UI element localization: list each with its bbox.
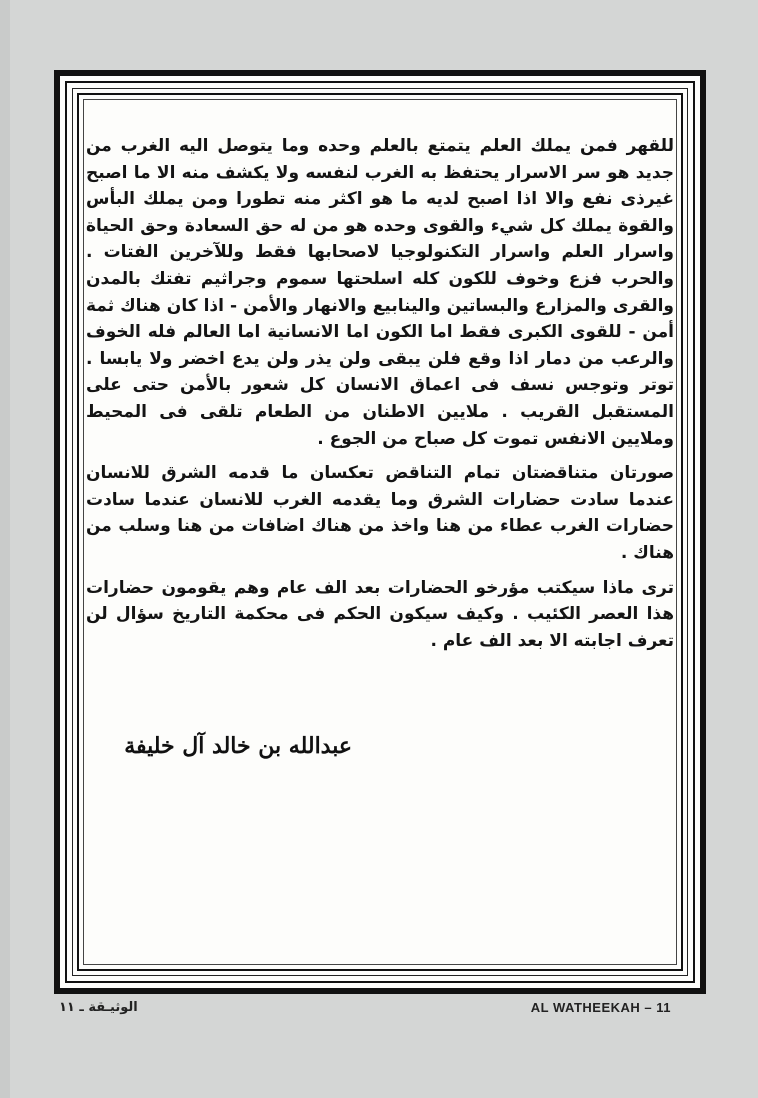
author-signature: عبدالله بن خالد آل خليفة: [124, 733, 352, 759]
page-edge: [0, 0, 10, 1098]
footer-arabic-page-label: الوثيـقة ـ ١١: [59, 1000, 138, 1015]
article-body: [86, 133, 674, 654]
paragraph: ترى ماذا سيكتب مؤرخو الحضارات بعد الف عام وهم يقومون حضارات هذا العصر الكئيب . وكيف سيكون الحكم فى محكمة التاريخ سؤال لن تعرف اجابته الا بعد الف عام .: [86, 577, 674, 651]
paragraph: صورتان متناقضتان تمام التناقض تعكسان ما قدمه الشرق للانسان عندما سادت حضارات الشرق وما يقدمه الغرب للانسان عندما سادت حضارات الغرب عطاء من هنا واخذ من هناك اضافات من هنا وسلب من هناك .: [86, 463, 674, 563]
footer-latin-page-label: AL WATHEEKAH – 11: [530, 1000, 671, 1015]
paragraph: للقهر فمن يملك العلم يتمتع بالعلم وحده وما يتوصل اليه الغرب من جديد هو سر الاسرار يحتفظ به الغرب لنفسه ولا يكشف منه الا ما اصبح غيرذى نفع والا اذا اصبح لديه ما هو اكثر منه تطورا ومن يملك البأس والقوة يملك كل شيء والقوى وحده هو من له حق السعادة وحق الحياة واسرار العلم واسرار التكنولوجيا لاصحابها فقط وللآخرين الفتات . والحرب فزع وخوف للكون كله اسلحتها سموم وجراثيم تفتك بالمدن والقرى والمزارع والبساتين والينابيع والانهار والأمن - اذا كان هناك ثمة أمن - للقوى الكبرى فقط اما الكون اما الانسانية اما العالم فله الخوف والرعب من دمار اذا وقع فلن يبقى ولن يذر ولن يدع اخضر ولا يابسا . توتر وتوجس نسف فى اعماق الانسان كل شعور بالأمن حتى على المستقبل القريب . ملايين الاطنان من الطعام تلقى فى المحيط وملايين الانفس تموت كل صباح من الجوع .: [86, 136, 674, 449]
